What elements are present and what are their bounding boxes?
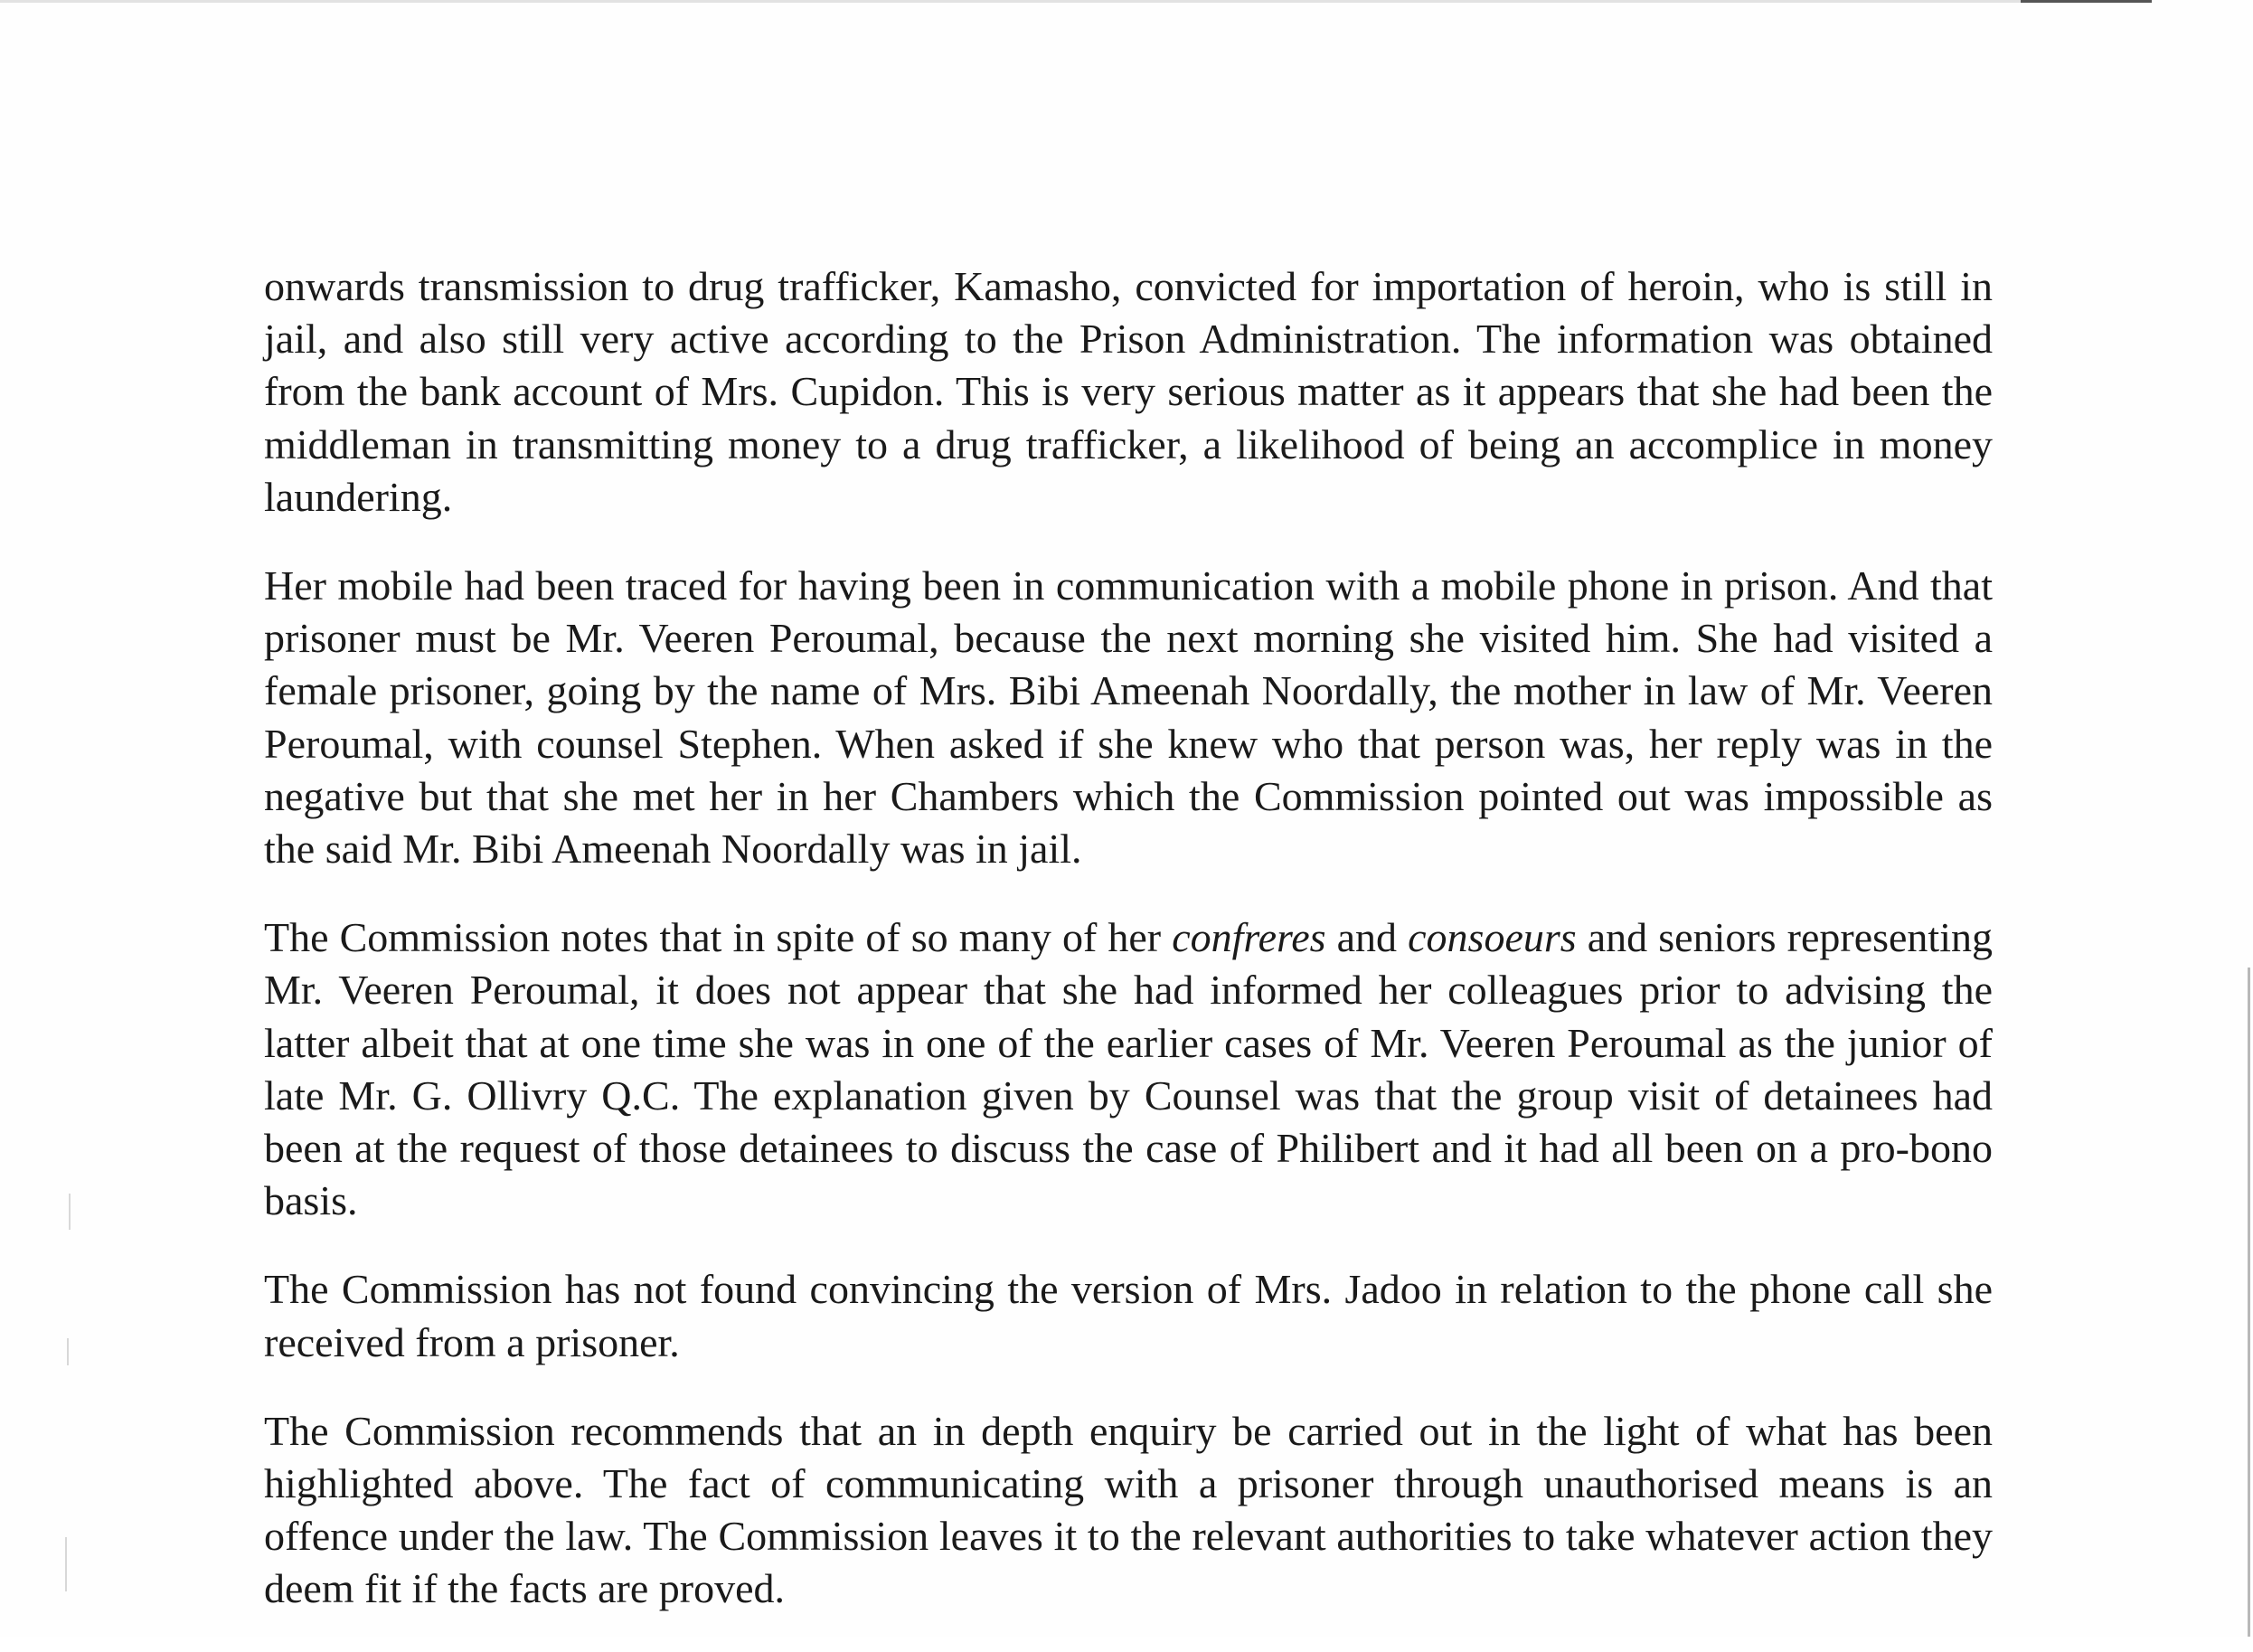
paragraph-5-text: The Commission recommends that an in depth enquiry be carried out in the light of what has been highlighted above. The fact of communicating with a prisoner through unauthorised means is an offence under the law. The Commission leaves it to the relevant authorities to take whatever action they deem fit if the facts are proved.	[264, 1407, 1993, 1612]
scan-speck	[67, 1338, 69, 1365]
paragraph-1	[264, 260, 1993, 524]
paragraph-3-text-a: The Commission notes that in spite of so many of her	[264, 914, 1173, 961]
document-body	[264, 260, 1993, 1652]
paragraph-4	[264, 1263, 1993, 1368]
scan-speck	[69, 1194, 71, 1230]
paragraph-3-italic-consoeurs: consoeurs	[1408, 914, 1577, 961]
paragraph-2	[264, 560, 1993, 875]
scan-speck	[65, 1537, 67, 1591]
paragraph-2-text: Her mobile had been traced for having been in communication with a mobile phone in prison. And that prisoner must be Mr. Veeren Peroumal, because the next morning she visited him. She had visited a female prisoner, going by the name of Mrs. Bibi Ameenah Noordally, the mother in law of Mr. Veeren Peroumal, with counsel Stephen. When asked if she knew who that person was, her reply was in the negative but that she met her in her Chambers which the Commission pointed out was impossible as the said Mr. Bibi Ameenah Noordally was in jail.	[264, 562, 1993, 873]
scan-edge-top	[0, 0, 2152, 3]
paragraph-5	[264, 1405, 1993, 1616]
paragraph-3	[264, 911, 1993, 1227]
paragraph-3-text-c: and seniors representing Mr. Veeren Peroumal, it does not appear that she had informed her colleagues prior to advising the latter albeit that at one time she was in one of the earlier cases of Mr. Veeren Peroumal as the junior of late Mr. G. Ollivry Q.C. The explanation given by Counsel was that the group visit of detainees had been at the request of those detainees to discuss the case of Philibert and it had all been on a pro-bono basis.	[264, 914, 1993, 1224]
paragraph-4-text: The Commission has not found convincing the version of Mrs. Jadoo in relation to the phone call she received from a prisoner.	[264, 1266, 1993, 1365]
scan-edge-top-dark	[2021, 0, 2152, 3]
paragraph-3-italic-confreres: confreres	[1172, 914, 1326, 961]
paragraph-1-text: onwards transmission to drug trafficker, Kamasho, convicted for importation of heroin, who is still in jail, and also still very active according to the Prison Administration. The information was obtained from the bank account of Mrs. Cupidon. This is very serious matter as it appears that she had been the middleman in transmitting money to a drug trafficker, a likelihood of being an accomplice in money laundering.	[264, 263, 1993, 520]
scan-edge-right	[2248, 968, 2250, 1637]
paragraph-3-text-b: and	[1325, 914, 1409, 961]
